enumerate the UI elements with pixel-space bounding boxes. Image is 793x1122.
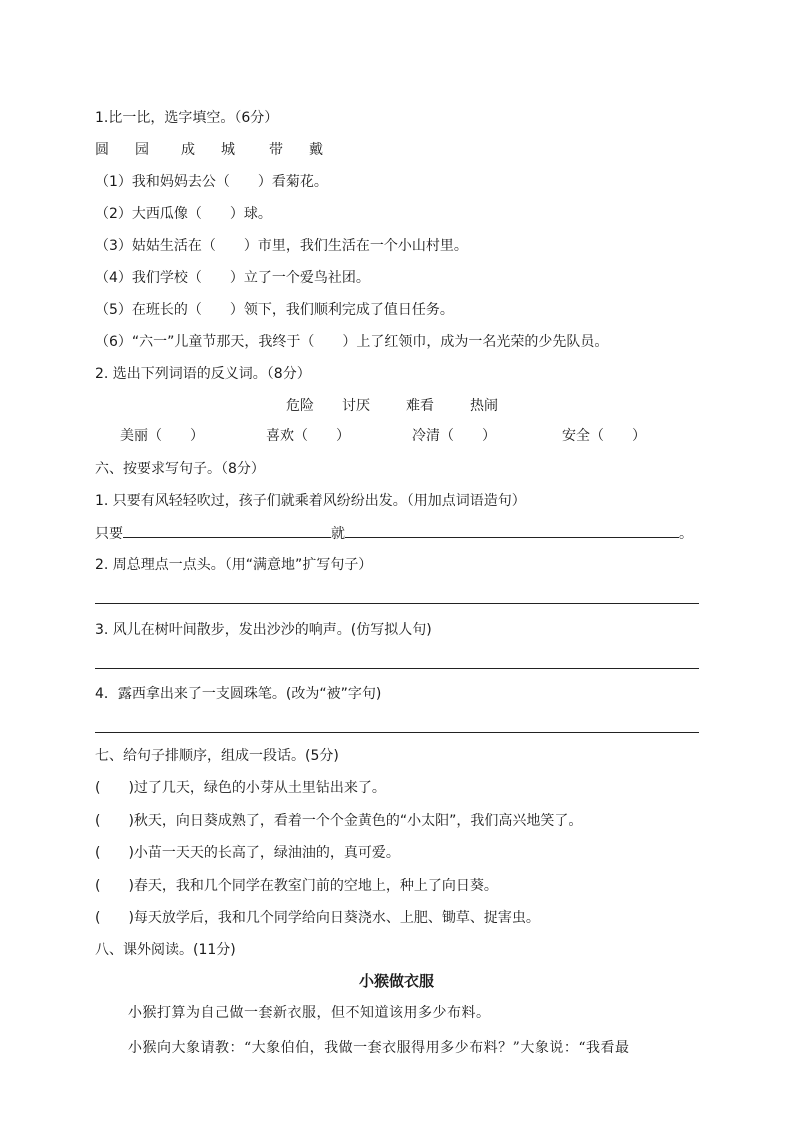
s1-prompt: 1. 只要有风轻轻吹过，孩子们就乘着风纷纷出发。（用加点词语造句） — [95, 493, 526, 509]
order-item: ( )春天，我和几个同学在教室门前的空地上，种上了向日葵。 — [95, 878, 498, 894]
q1-char-options — [95, 140, 353, 160]
order-item: ( )秋天，向日葵成熟了，看着一个个金黄色的“小太阳”，我们高兴地笑了。 — [95, 813, 583, 829]
order-item: ( )小苗一天天的长高了，绿油油的，真可爱。 — [95, 845, 400, 861]
word-option: 危险 — [286, 398, 314, 414]
q1-item: （6）“六一”儿童节那天，我终于（ ）上了红领巾，成为一名光荣的少先队员。 — [95, 334, 609, 350]
answer-line[interactable] — [95, 668, 699, 669]
word-option: 讨厌 — [342, 398, 370, 414]
char-option: 圆 — [95, 142, 109, 158]
answer-blank[interactable] — [123, 523, 331, 538]
s1-word-1: 只要 — [95, 526, 123, 542]
antonym-pair: 冷清（ ） — [412, 428, 496, 444]
q1-item: （5）在班长的（ ）领下，我们顺利完成了值日任务。 — [95, 302, 454, 318]
char-option: 城 — [221, 142, 235, 158]
answer-line[interactable] — [95, 603, 699, 604]
q1-item: （3）姑姑生活在（ ）市里，我们生活在一个小山村里。 — [95, 238, 468, 254]
word-option: 热闹 — [470, 398, 498, 414]
s2-prompt: 2. 周总理点一点头。（用“满意地”扩写句子） — [95, 557, 373, 573]
reading-paragraph: 小猴打算为自己做一套新衣服，但不知道该用多少布料。 — [128, 1005, 491, 1021]
s1-word-2: 就 — [331, 526, 345, 542]
antonym-pair: 喜欢（ ） — [266, 428, 350, 444]
answer-line[interactable] — [95, 732, 699, 733]
q2-heading: 2. 选出下列词语的反义词。（8分） — [95, 366, 311, 382]
q2-word-options — [286, 396, 526, 416]
q1-item: （4）我们学校（ ）立了一个爱鸟社团。 — [95, 270, 370, 286]
char-option: 园 — [135, 142, 149, 158]
word-option: 难看 — [406, 398, 434, 414]
reading-paragraph: 小猴向大象请教：“大象伯伯，我做一套衣服得用多少布料？”大象说：“我看最 — [128, 1040, 630, 1056]
section6-heading: 六、按要求写句子。（8分） — [95, 461, 265, 477]
section7-heading: 七、给句子排顺序，组成一段话。(5分) — [95, 748, 339, 764]
char-option: 戴 — [309, 142, 323, 158]
section8-heading: 八、课外阅读。(11分) — [95, 942, 236, 958]
char-option: 成 — [181, 142, 195, 158]
s1-answer-line — [95, 523, 693, 544]
q1-item: （1）我和妈妈去公（ ）看菊花。 — [95, 174, 328, 190]
s4-prompt: 4．露西拿出来了一支圆珠笔。(改为“被”字句) — [95, 686, 382, 702]
s3-prompt: 3. 风儿在树叶间散步，发出沙沙的响声。(仿写拟人句) — [95, 622, 432, 638]
antonym-pair: 美丽（ ） — [120, 428, 204, 444]
order-item: ( )每天放学后，我和几个同学给向日葵浇水、上肥、锄草、捉害虫。 — [95, 910, 540, 926]
q1-item: （2）大西瓜像（ ）球。 — [95, 206, 272, 222]
char-option: 带 — [269, 142, 283, 158]
s1-end: 。 — [679, 526, 693, 542]
antonym-pair: 安全（ ） — [562, 428, 646, 444]
reading-title: 小猴做衣服 — [358, 972, 434, 990]
answer-blank[interactable] — [345, 523, 679, 538]
order-item: ( )过了几天，绿色的小芽从土里钻出来了。 — [95, 780, 386, 796]
q1-heading: 1.比一比，选字填空。（6分） — [95, 110, 279, 126]
